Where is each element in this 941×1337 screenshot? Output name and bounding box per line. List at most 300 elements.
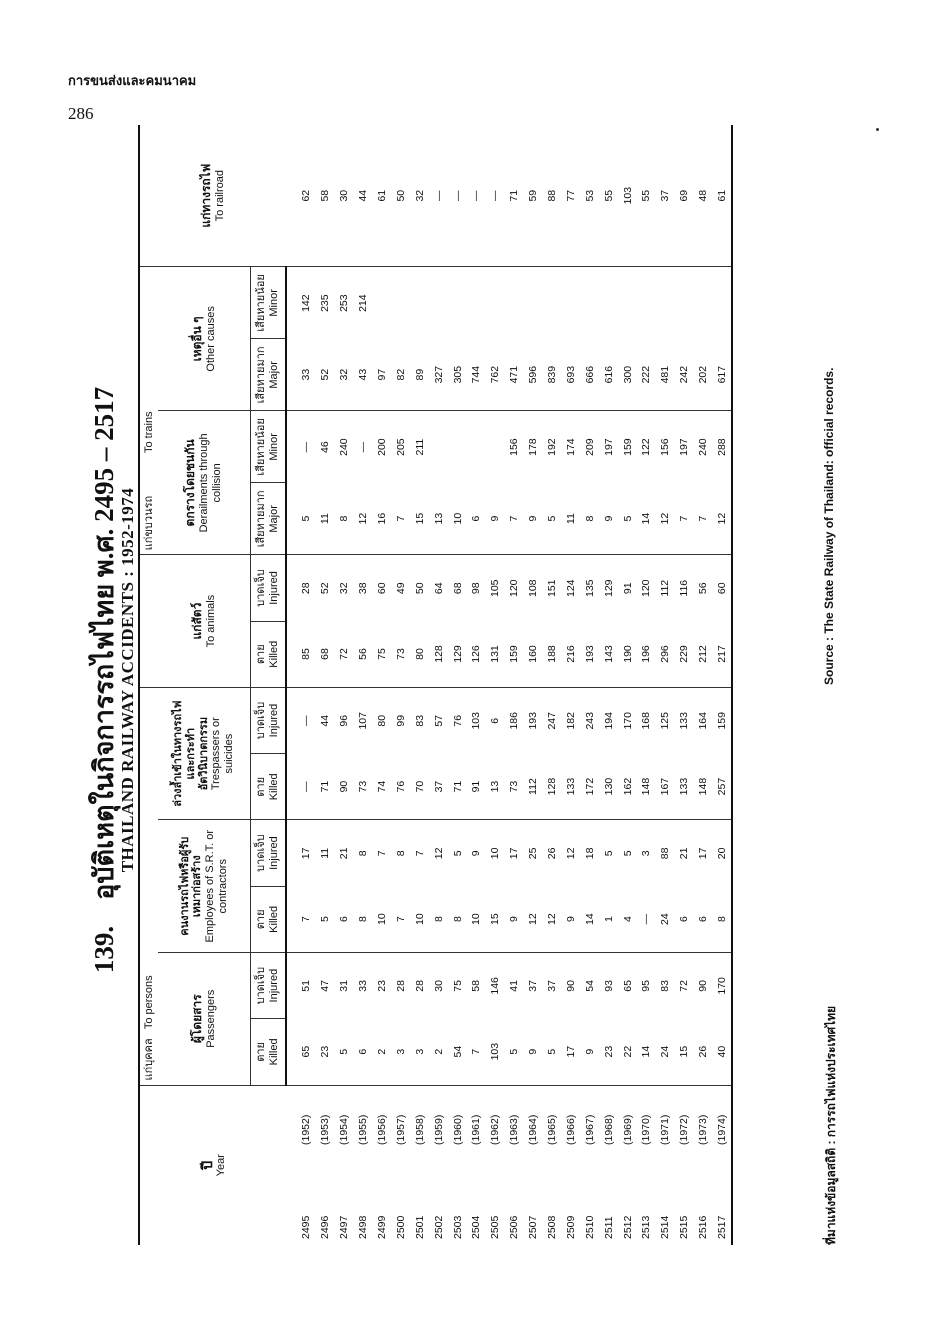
- cell-omj: 327: [429, 339, 448, 411]
- cell-ai: 112: [659, 579, 672, 597]
- cell-pk: 54: [448, 1019, 467, 1085]
- cell-omn: [524, 267, 543, 339]
- cell-pi: 72: [678, 980, 691, 992]
- cell-ei: 12: [564, 847, 577, 860]
- cell-pk: 23: [316, 1019, 335, 1085]
- cell-dmn: 192: [546, 438, 559, 456]
- killed-en: Killed: [268, 905, 280, 933]
- cell-ei: 8: [357, 850, 370, 857]
- cell-ti: 159: [713, 687, 733, 753]
- year-ce-cell: (1952): [299, 1114, 312, 1146]
- page-number: 286: [68, 104, 94, 123]
- cell-rr: —: [429, 125, 448, 267]
- cell-dmn: [448, 411, 467, 483]
- major-thai: เสียหายมาก: [255, 490, 268, 548]
- table-row: [656, 125, 675, 1245]
- cell-ti: 83: [413, 714, 426, 727]
- year-ce-cell: (1968): [602, 1114, 615, 1146]
- table-row: [410, 125, 429, 1245]
- cell-rr: 48: [694, 125, 713, 267]
- year-header: [139, 1085, 286, 1245]
- year-ce-cell: (1969): [621, 1114, 634, 1146]
- cell-ti: 44: [319, 714, 332, 727]
- year-be-cell: 2499: [376, 1215, 388, 1239]
- year-header-en: Year: [214, 1154, 227, 1177]
- cell-omj: 744: [467, 339, 486, 411]
- cell-dmj: 16: [373, 483, 392, 555]
- cell-ai: 60: [713, 555, 733, 621]
- cell-dmj: 12: [354, 483, 373, 555]
- cell-ei: 8: [394, 850, 407, 857]
- cell-ei: 11: [319, 847, 332, 859]
- cell-pk: 9: [524, 1019, 543, 1085]
- year-be-cell: 2509: [564, 1215, 577, 1239]
- cell-dmj: 8: [580, 483, 599, 555]
- cell-pi: 23: [376, 980, 388, 992]
- to-persons-thai: แก่บุคคล: [142, 1038, 155, 1081]
- cell-ak: 128: [429, 621, 448, 687]
- derailments-header: [158, 411, 251, 555]
- cell-tk: 71: [316, 754, 335, 820]
- cell-pk: 5: [505, 1019, 524, 1085]
- cell-tk: 74: [373, 754, 392, 820]
- table-row: [391, 125, 410, 1245]
- cell-omn: 235: [319, 294, 332, 312]
- cell-pk: 103: [486, 1019, 505, 1085]
- cell-pi: 170: [713, 952, 733, 1018]
- cell-pi: 28: [394, 980, 407, 992]
- cell-ai: 52: [319, 582, 332, 595]
- cell-dmn: 159: [621, 438, 634, 456]
- cell-ai: 91: [621, 582, 634, 595]
- cell-omj: 32: [335, 339, 354, 411]
- cell-rr: 71: [505, 125, 524, 267]
- cell-ai: 105: [489, 579, 502, 597]
- cell-ti: 6: [489, 717, 502, 724]
- cell-tk: 148: [694, 754, 713, 820]
- minor-en: Minor: [268, 433, 280, 461]
- year-ce-cell: (1955): [357, 1114, 370, 1146]
- cell-dmj: 5: [618, 483, 637, 555]
- cell-tk: 148: [637, 754, 656, 820]
- cell-tk: 73: [505, 754, 524, 820]
- cell-ai: 56: [697, 582, 710, 595]
- cell-omj: 617: [713, 339, 733, 411]
- cell-rr: 61: [713, 125, 733, 267]
- table-row: [543, 125, 562, 1245]
- cell-ei: 20: [713, 820, 733, 886]
- cell-ek: 4: [618, 886, 637, 952]
- cell-dmn: 205: [394, 438, 407, 456]
- cell-omn: [429, 267, 448, 339]
- cell-pi: 58: [470, 980, 483, 992]
- cell-ak: 131: [486, 621, 505, 687]
- cell-tk: 71: [448, 754, 467, 820]
- cell-omn: [637, 267, 656, 339]
- injured-thai: บาดเจ็บ: [255, 966, 268, 1005]
- cell-ak: 56: [354, 621, 373, 687]
- cell-pi: 95: [640, 980, 653, 992]
- animals-spacer-header: [139, 555, 158, 688]
- cell-dmn: 122: [640, 438, 653, 456]
- year-ce-cell: (1953): [319, 1114, 332, 1146]
- animals-en: To animals: [204, 594, 217, 648]
- cell-ak: 126: [467, 621, 486, 687]
- major-thai: เสียหายมาก: [255, 346, 268, 404]
- trespassers-injured-head: [251, 687, 287, 753]
- cell-ek: 9: [561, 886, 580, 952]
- cell-ai: 64: [432, 582, 445, 595]
- table-row: [354, 125, 373, 1245]
- year-ce-cell: (1966): [564, 1114, 577, 1146]
- cell-pk: 6: [354, 1019, 373, 1085]
- cell-omj: 616: [599, 339, 618, 411]
- cell-ak: 80: [410, 621, 429, 687]
- cell-dmj: 9: [524, 483, 543, 555]
- table-row: [675, 125, 694, 1245]
- cell-omn: [599, 267, 618, 339]
- cell-tk: 167: [656, 754, 675, 820]
- cell-ei: 7: [413, 850, 426, 857]
- cell-ak: 196: [637, 621, 656, 687]
- cell-ak: 129: [448, 621, 467, 687]
- cell-ek: 12: [524, 886, 543, 952]
- year-ce-cell: (1957): [394, 1114, 407, 1146]
- year-be-cell: 2507: [527, 1215, 540, 1239]
- cell-omj: 693: [561, 339, 580, 411]
- other-major-head: [251, 339, 287, 411]
- animals-thai: แก่สัตว์: [189, 602, 204, 640]
- cell-tk: 172: [580, 754, 599, 820]
- cell-tk: 13: [486, 754, 505, 820]
- year-ce-cell: (1965): [546, 1114, 559, 1146]
- minor-thai: เสียหายน้อย: [255, 418, 268, 476]
- cell-omn: [448, 267, 467, 339]
- passengers-en: Passengers: [204, 989, 217, 1048]
- cell-ti: 107: [357, 712, 370, 730]
- cell-ti: 194: [602, 712, 615, 730]
- table-row: [316, 125, 335, 1245]
- cell-ak: 68: [316, 621, 335, 687]
- accidents-table: [138, 125, 733, 1245]
- cell-pi: 37: [546, 980, 559, 992]
- year-be-cell: 2506: [508, 1215, 521, 1239]
- cell-ak: 188: [543, 621, 562, 687]
- table-row: [486, 125, 505, 1245]
- cell-ai: 28: [300, 582, 313, 595]
- cell-ei: 17: [697, 847, 710, 860]
- table-row: [561, 125, 580, 1245]
- cell-pk: 5: [543, 1019, 562, 1085]
- cell-omj: 300: [618, 339, 637, 411]
- cell-dmj: 9: [486, 483, 505, 555]
- cell-omj: 242: [675, 339, 694, 411]
- cell-pi: 54: [583, 980, 596, 992]
- cell-ti: 164: [697, 712, 710, 730]
- cell-ei: 12: [432, 847, 445, 860]
- cell-ek: 10: [467, 886, 486, 952]
- year-ce-cell: (1963): [508, 1114, 521, 1146]
- other-causes-thai: เหตุอื่น ๆ: [189, 316, 204, 362]
- cell-dmj: 14: [637, 483, 656, 555]
- cell-ei: 10: [489, 847, 502, 860]
- cell-ei: 17: [508, 847, 521, 860]
- employees-en: Employees of S.R.T. or contractors: [204, 829, 229, 943]
- cell-ak: 75: [373, 621, 392, 687]
- cell-ak: 85: [286, 621, 316, 687]
- cell-rr: 30: [335, 125, 354, 267]
- cell-pi: 90: [564, 980, 577, 992]
- cell-pk: 3: [410, 1019, 429, 1085]
- cell-tk: 130: [599, 754, 618, 820]
- cell-ti: 96: [338, 714, 351, 727]
- cell-omj: 596: [524, 339, 543, 411]
- cell-ai: 49: [394, 582, 407, 595]
- cell-dmn: 209: [583, 438, 596, 456]
- to-trains-thai: แก่ขบวนรถ: [142, 495, 155, 551]
- cell-ti: 243: [583, 712, 596, 730]
- cell-pi: 41: [508, 980, 521, 992]
- derailments-en: Derailments through collision: [198, 433, 223, 533]
- derail-minor-head: [251, 411, 287, 483]
- year-header-thai: ปี: [198, 1160, 215, 1170]
- table-row: [524, 125, 543, 1245]
- cell-omn: [467, 267, 486, 339]
- railroad-thai: แก่ทางรถไฟ: [198, 163, 213, 228]
- year-ce-cell: (1958): [413, 1114, 426, 1146]
- cell-ai: 124: [564, 579, 577, 597]
- to-persons-header: [139, 687, 158, 1085]
- cell-dmj: 11: [316, 483, 335, 555]
- cell-ek: 14: [580, 886, 599, 952]
- minor-en: Minor: [268, 289, 280, 317]
- cell-omn: [486, 267, 505, 339]
- table-row: [373, 125, 392, 1245]
- trespassers-thai: ล่วงล้ำเข้าในทางรถไฟ และกระทำอัตวินิบาตกรรม: [172, 700, 210, 807]
- cell-ai: 108: [527, 579, 540, 597]
- cell-rr: —: [486, 125, 505, 267]
- cell-tk: 91: [467, 754, 486, 820]
- year-be-cell: 2500: [394, 1215, 407, 1239]
- railroad-en: To railroad: [213, 170, 226, 222]
- other-causes-en: Other causes: [204, 306, 217, 372]
- cell-ai: 120: [508, 579, 521, 597]
- cell-ak: 143: [599, 621, 618, 687]
- cell-ak: 193: [580, 621, 599, 687]
- cell-omn: [410, 267, 429, 339]
- cell-ti: 76: [451, 714, 464, 727]
- cell-ai: 68: [451, 582, 464, 595]
- year-be-cell: 2502: [432, 1215, 445, 1239]
- cell-tk: 90: [335, 754, 354, 820]
- cell-ei: 5: [621, 850, 634, 857]
- cell-ai: 32: [338, 582, 351, 595]
- source-english: Source : The State Railway of Thailand: official records.: [822, 367, 836, 685]
- cell-omj: 222: [637, 339, 656, 411]
- cell-pi: 90: [697, 980, 710, 992]
- cell-omj: 52: [316, 339, 335, 411]
- cell-omn: [561, 267, 580, 339]
- cell-dmj: 9: [599, 483, 618, 555]
- year-be-cell: 2511: [602, 1216, 615, 1239]
- year-ce-cell: (1954): [338, 1114, 351, 1146]
- passengers-killed-head: [251, 1019, 287, 1085]
- cell-ti: 133: [678, 712, 691, 730]
- cell-omj: 762: [486, 339, 505, 411]
- year-be-cell: 2510: [583, 1215, 596, 1239]
- stray-mark: [876, 128, 879, 131]
- cell-omj: 202: [694, 339, 713, 411]
- cell-ek: 8: [354, 886, 373, 952]
- passengers-thai: ผู้โดยสาร: [189, 994, 204, 1044]
- derail-major-head: [251, 483, 287, 555]
- cell-ei: 26: [546, 847, 559, 860]
- year-be-cell: 2497: [338, 1215, 351, 1239]
- cell-ai: 129: [602, 579, 615, 597]
- other-minor-head: [251, 267, 287, 339]
- cell-ti: —: [300, 715, 313, 727]
- cell-dmn: —: [300, 441, 313, 453]
- table-row: [335, 125, 354, 1245]
- year-be-cell: 2501: [413, 1215, 426, 1239]
- cell-omj: 839: [543, 339, 562, 411]
- to-trains-header: [139, 267, 158, 555]
- cell-rr: 50: [391, 125, 410, 267]
- cell-omn: [675, 267, 694, 339]
- cell-dmj: 15: [410, 483, 429, 555]
- cell-omn: 253: [338, 294, 351, 312]
- cell-tk: 76: [391, 754, 410, 820]
- year-ce-cell: (1967): [583, 1114, 596, 1146]
- cell-dmn: 200: [376, 438, 388, 456]
- animals-header: [158, 555, 251, 688]
- cell-ei: 7: [376, 850, 388, 857]
- cell-pk: 15: [675, 1019, 694, 1085]
- cell-omn: 142: [300, 294, 313, 312]
- killed-thai: ตาย: [255, 1042, 268, 1062]
- cell-pi: 93: [602, 980, 615, 992]
- cell-omj: 43: [354, 339, 373, 411]
- year-be-cell: 2503: [451, 1215, 464, 1239]
- killed-thai: ตาย: [255, 909, 268, 930]
- cell-dmn: 197: [602, 438, 615, 456]
- derailments-thai: ตกรางโดยชนกัน: [183, 439, 198, 527]
- major-en: Major: [268, 505, 280, 533]
- cell-rr: 103: [618, 125, 637, 267]
- cell-ek: 7: [391, 886, 410, 952]
- cell-ei: 21: [678, 847, 691, 860]
- cell-ti: 186: [508, 712, 521, 730]
- cell-ek: 7: [286, 886, 316, 952]
- table-row: [599, 125, 618, 1245]
- cell-ak: 72: [335, 621, 354, 687]
- animals-injured-head: [251, 555, 287, 621]
- cell-omn: [543, 267, 562, 339]
- cell-dmn: 156: [508, 438, 521, 456]
- year-be-cell: 2517: [713, 1174, 733, 1245]
- cell-ti: 168: [640, 712, 653, 730]
- cell-omj: 33: [286, 339, 316, 411]
- killed-en: Killed: [268, 1038, 280, 1066]
- cell-pi: 65: [621, 980, 634, 992]
- cell-ak: 296: [656, 621, 675, 687]
- killed-thai: ตาย: [255, 776, 268, 797]
- cell-ti: 57: [432, 714, 445, 727]
- employees-injured-head: [251, 820, 287, 886]
- injured-thai: บาดเจ็บ: [255, 701, 268, 740]
- table-row: [713, 125, 733, 1245]
- cell-dmn: 156: [659, 438, 672, 456]
- cell-tk: 128: [543, 754, 562, 820]
- cell-ek: 8: [713, 886, 733, 952]
- cell-dmn: 46: [319, 441, 332, 453]
- cell-ei: 18: [583, 847, 596, 860]
- cell-dmn: 240: [697, 438, 710, 456]
- year-ce-cell: (1962): [489, 1114, 502, 1146]
- cell-tk: 133: [561, 754, 580, 820]
- cell-ak: 217: [713, 621, 733, 687]
- cell-ek: 10: [373, 886, 392, 952]
- cell-dmj: 11: [561, 483, 580, 555]
- cell-pk: 3: [391, 1019, 410, 1085]
- cell-rr: 77: [561, 125, 580, 267]
- cell-ek: 6: [675, 886, 694, 952]
- cell-ak: 160: [524, 621, 543, 687]
- cell-omj: 471: [505, 339, 524, 411]
- cell-ti: 103: [470, 712, 483, 730]
- cell-rr: 55: [599, 125, 618, 267]
- cell-rr: 58: [316, 125, 335, 267]
- cell-pk: 9: [580, 1019, 599, 1085]
- railroad-header: [139, 125, 286, 267]
- injured-en: Injured: [268, 968, 280, 1003]
- cell-ai: 151: [546, 579, 559, 597]
- year-be-cell: 2495: [299, 1215, 312, 1239]
- rotated-table-sheet: [80, 115, 860, 1245]
- cell-ei: 3: [640, 850, 653, 857]
- table-row: [467, 125, 486, 1245]
- cell-pk: 24: [656, 1019, 675, 1085]
- cell-tk: 112: [524, 754, 543, 820]
- year-ce-cell: (1959): [432, 1114, 445, 1146]
- cell-ek: 6: [335, 886, 354, 952]
- trespassers-killed-head: [251, 754, 287, 820]
- cell-dmn: 211: [413, 438, 426, 456]
- cell-omj: 89: [410, 339, 429, 411]
- year-be-cell: 2512: [621, 1215, 634, 1239]
- cell-dmj: 12: [656, 483, 675, 555]
- passengers-header: [158, 952, 251, 1085]
- cell-ei: 88: [659, 847, 672, 860]
- cell-dmn: 197: [678, 438, 691, 456]
- cell-rr: 62: [286, 125, 316, 267]
- cell-pk: 5: [335, 1019, 354, 1085]
- other-causes-header: [158, 267, 251, 411]
- cell-ek: 5: [316, 886, 335, 952]
- cell-omn: [373, 267, 392, 339]
- table-title-english: THAILAND RAILWAY ACCIDENTS : 1952-1974: [118, 487, 137, 873]
- cell-pk: 22: [618, 1019, 637, 1085]
- cell-ek: —: [637, 886, 656, 952]
- cell-omj: 97: [373, 339, 392, 411]
- cell-ai: 50: [413, 582, 426, 595]
- trespassers-en: Trespassers or suicides: [210, 717, 235, 791]
- cell-dmj: 5: [286, 483, 316, 555]
- cell-dmn: 288: [713, 411, 733, 483]
- cell-rr: 37: [656, 125, 675, 267]
- cell-rr: 32: [410, 125, 429, 267]
- employees-thai: คนงานรถไฟหรือผู้รับเหมาก่อสร้าง: [178, 836, 204, 936]
